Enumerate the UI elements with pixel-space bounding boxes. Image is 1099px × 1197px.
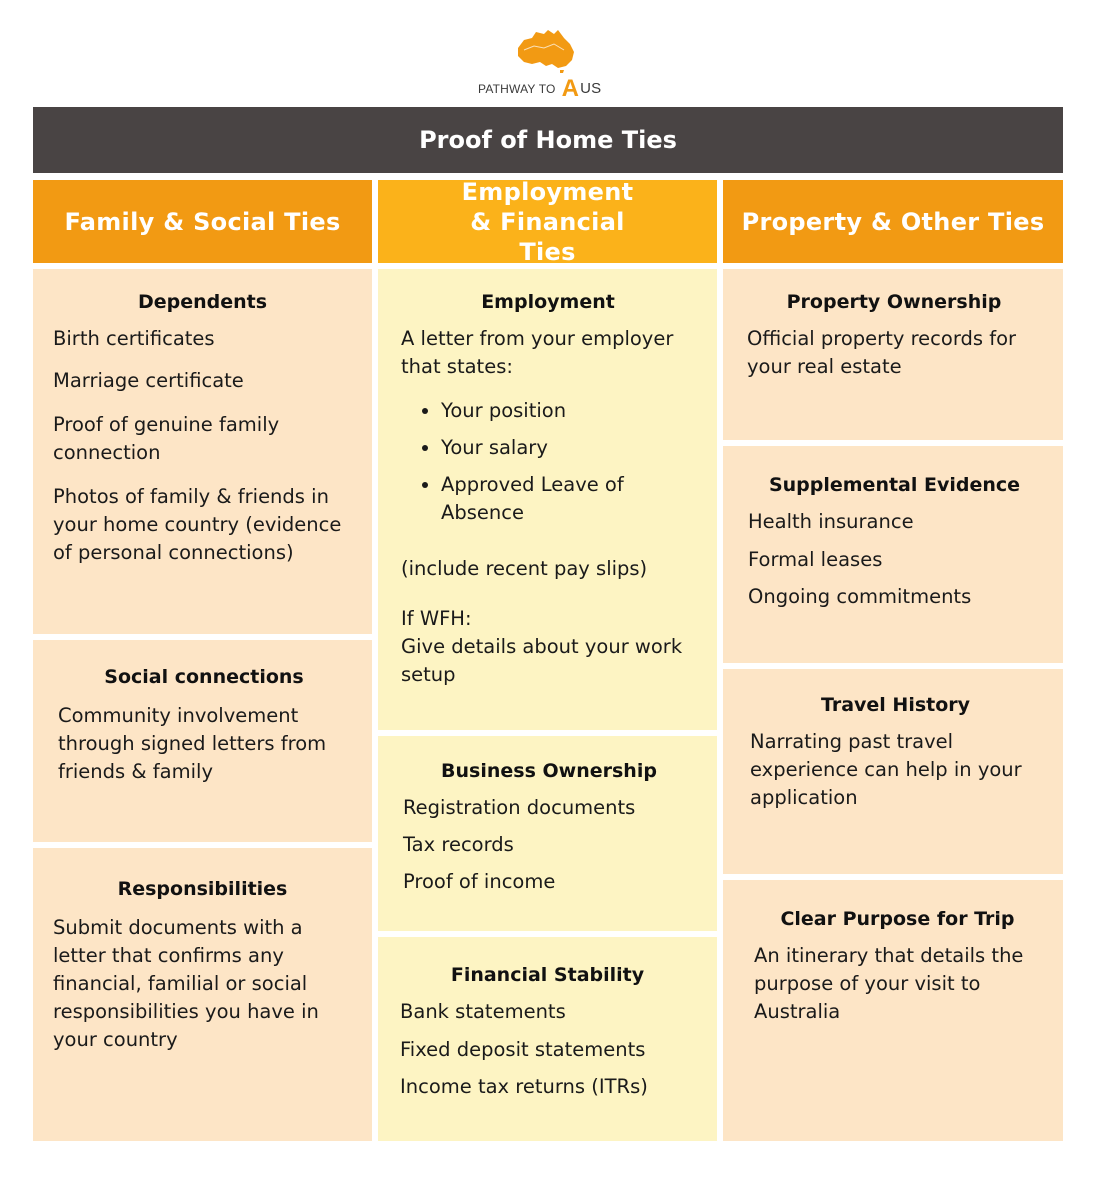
dependents-item: Proof of genuine family connection — [53, 413, 280, 464]
financial-item: Fixed deposit statements — [400, 1038, 646, 1061]
employment-bullet: • Your position — [441, 397, 695, 425]
column-header-employment: Employment & Financial Ties — [378, 180, 717, 263]
financial-stability-title: Financial Stability — [450, 964, 645, 986]
social-connections-text: Community involvement through signed letters from friends & family — [58, 704, 327, 783]
column-header-family: Family & Social Ties — [33, 180, 372, 263]
responsibilities-text: Submit documents with a letter that confirms any financial, familial or social responsibilities you have in your country — [53, 916, 319, 1051]
wfh-label: If WFH: — [401, 607, 472, 630]
dependents-title: Dependents — [137, 291, 268, 313]
employment-intro: A letter from your employer that states: — [401, 327, 674, 378]
financial-item: Bank statements — [400, 1000, 566, 1023]
wfh-text: Give details about your work setup — [401, 635, 683, 686]
property-ownership-title: Property Ownership — [786, 291, 1002, 313]
business-item: Registration documents — [403, 796, 636, 819]
responsibilities-box — [33, 848, 372, 1141]
business-item: Tax records — [403, 833, 514, 856]
dependents-item: Marriage certificate — [53, 369, 244, 392]
payslips-note: (include recent pay slips) — [401, 557, 648, 580]
clear-purpose-text: An itinerary that details the purpose of your visit to Australia — [754, 944, 1024, 1023]
business-item: Proof of income — [403, 870, 556, 893]
employment-box — [378, 269, 717, 730]
clear-purpose-box — [723, 880, 1063, 1141]
travel-history-title: Travel History — [820, 694, 971, 716]
travel-history-box — [723, 669, 1063, 874]
employment-bullet: • Your salary — [441, 434, 695, 462]
pathway-to-aus-logo — [476, 28, 616, 100]
business-ownership-title: Business Ownership — [441, 760, 657, 782]
employment-bullets — [401, 397, 695, 527]
property-ownership-box — [723, 269, 1063, 440]
business-ownership-box — [378, 736, 717, 931]
employment-title: Employment — [481, 291, 615, 313]
responsibilities-title: Responsibilities — [117, 878, 288, 900]
column-header-property: Property & Other Ties — [723, 180, 1063, 263]
social-connections-title: Social connections — [104, 666, 304, 688]
supplemental-evidence-box — [723, 446, 1063, 663]
supplemental-evidence-title: Supplemental Evidence — [768, 474, 1021, 496]
clear-purpose-title: Clear Purpose for Trip — [780, 908, 1015, 930]
dependents-item: Birth certificates — [53, 327, 215, 350]
property-ownership-text: Official property records for your real estate — [747, 327, 1017, 378]
dependents-item: Photos of family & friends in your home country (evidence of personal connections) — [53, 485, 342, 564]
australia-map-icon — [514, 28, 578, 74]
financial-stability-box — [378, 937, 717, 1141]
supplemental-item: Ongoing commitments — [748, 585, 972, 608]
social-connections-box — [33, 640, 372, 842]
travel-history-text: Narrating past travel experience can help in your application — [750, 730, 1022, 809]
logo-wordmark: PATHWAY TO AUS — [478, 75, 602, 102]
supplemental-item: Formal leases — [748, 548, 883, 571]
employment-bullet: • Approved Leave of Absence — [441, 471, 695, 527]
page-title: Proof of Home Ties — [33, 107, 1063, 173]
dependents-box — [33, 269, 372, 634]
supplemental-item: Health insurance — [748, 510, 914, 533]
financial-item: Income tax returns (ITRs) — [400, 1075, 648, 1098]
